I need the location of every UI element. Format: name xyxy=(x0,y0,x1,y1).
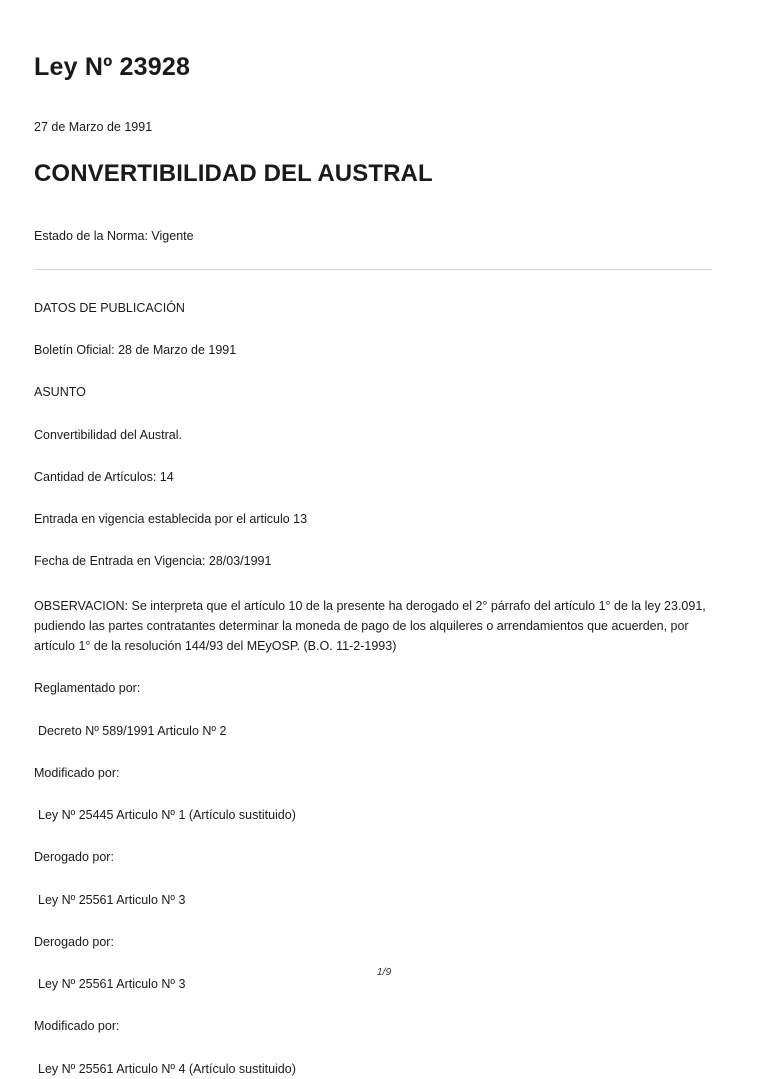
entry-into-force-date: Fecha de Entrada en Vigencia: 28/03/1991 xyxy=(34,554,272,569)
repealed-by-heading-2: Derogado por: xyxy=(34,934,114,949)
matter-heading: ASUNTO xyxy=(34,385,86,400)
modified-by-heading-1: Modificado por: xyxy=(34,765,120,780)
page-title: Ley Nº 23928 xyxy=(34,53,191,81)
repealed-by-entry-1: Ley Nº 25561 Articulo Nº 3 xyxy=(38,892,186,907)
modified-by-heading-2: Modificado por: xyxy=(34,1019,120,1034)
official-bulletin: Boletín Oficial: 28 de Marzo de 1991 xyxy=(34,343,237,358)
modified-by-entry-2: Ley Nº 25561 Articulo Nº 4 (Artículo sustituido) xyxy=(38,1061,296,1076)
publication-heading: DATOS DE PUBLICACIÓN xyxy=(34,300,185,315)
regulated-by-heading: Reglamentado por: xyxy=(34,681,141,696)
document-body xyxy=(34,298,712,1079)
article-count: Cantidad de Artículos: 14 xyxy=(34,469,174,484)
matter-text: Convertibilidad del Austral. xyxy=(34,427,182,442)
repealed-by-heading-1: Derogado por: xyxy=(34,850,114,865)
document-subject: CONVERTIBILIDAD DEL AUSTRAL xyxy=(34,160,433,187)
entry-into-force-rule: Entrada en vigencia establecida por el articulo 13 xyxy=(34,512,308,527)
observation: OBSERVACION: Se interpreta que el artículo 10 de la presente ha derogado el 2° párrafo del artículo 1° de la ley 23.091, pudiendo las partes contratantes determinar la moneda de pago de los alquileres o arrendamientos que acuerden, por artículo 1° de la resolución 144/93 del MEyOSP. (B.O. 11-2-1993) xyxy=(34,598,706,654)
repealed-by-entry-2: Ley Nº 25561 Articulo Nº 3 xyxy=(38,977,186,992)
page-number: 1/9 xyxy=(376,966,392,978)
modified-by-entry-1: Ley Nº 25445 Articulo Nº 1 (Artículo sustituido) xyxy=(38,808,296,823)
regulated-by-entry: Decreto Nº 589/1991 Articulo Nº 2 xyxy=(38,723,227,738)
document-date: 27 de Marzo de 1991 xyxy=(34,120,153,134)
document-status: Estado de la Norma: Vigente xyxy=(34,228,194,243)
divider xyxy=(34,269,712,270)
